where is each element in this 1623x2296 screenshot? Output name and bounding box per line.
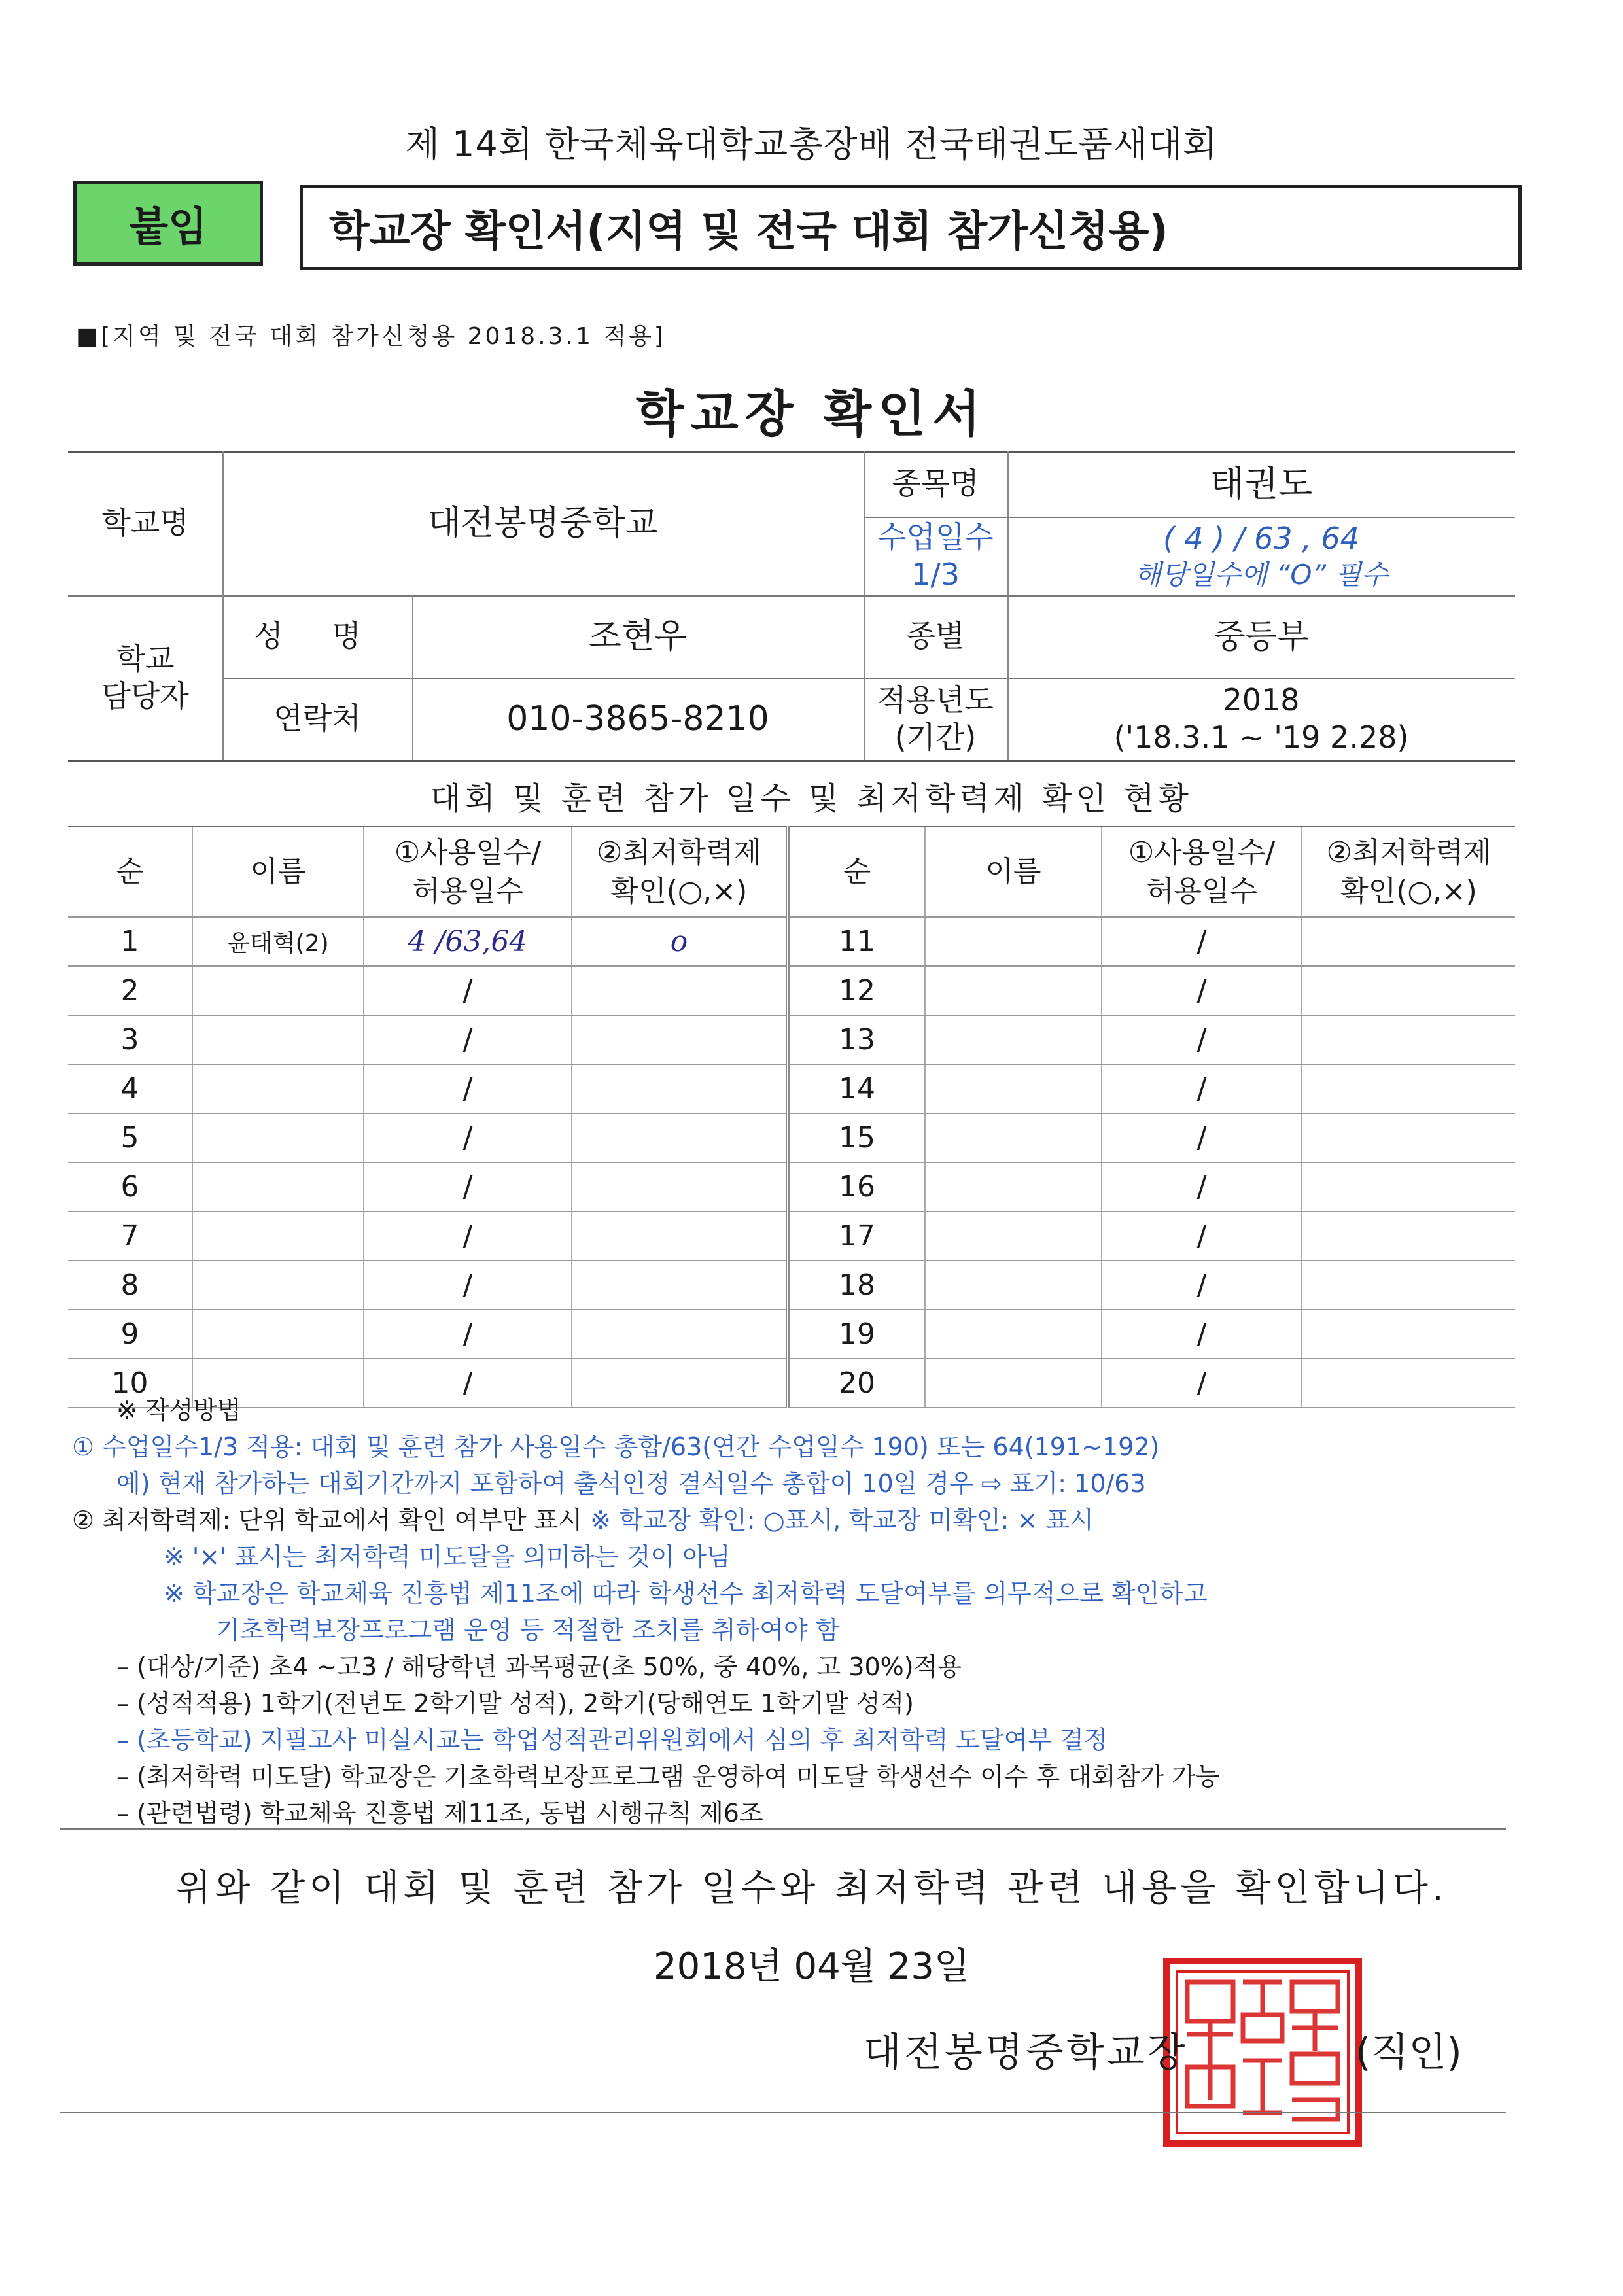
manager-label-line1: 학교 — [116, 640, 175, 676]
row-days-2: / — [1102, 1015, 1302, 1064]
instruction-1a: ① 수업일수1/3 적용: 대회 및 훈련 참가 사용일수 총합/63(연간 수업일수 190) 또는 64(191~192) — [72, 1433, 1160, 1461]
status-heading: 대회 및 훈련 참가 일수 및 최저학력제 확인 현황 — [430, 780, 1193, 817]
school-days-value: ( 4 ) / 63 , 64 — [1162, 521, 1360, 556]
col-days — [364, 827, 572, 918]
row-check-2 — [1302, 1064, 1515, 1113]
instructions-title: ※ 작성방법 — [116, 1396, 241, 1425]
manager-name: 조현우 — [588, 616, 688, 656]
instruction-dash-2: – (성적적용) 1학기(전년도 2학기말 성적), 2학기(당해연도 1학기말 성적) — [116, 1689, 914, 1718]
contact-label: 연락처 — [273, 701, 361, 737]
row-name-2 — [925, 1113, 1102, 1162]
row-name — [192, 1211, 364, 1261]
row-name — [192, 1310, 364, 1359]
row-days: / — [364, 1162, 572, 1211]
row-name — [192, 966, 364, 1015]
row-no: 6 — [68, 1162, 192, 1211]
row-days: / — [364, 1064, 572, 1113]
manager-label — [68, 595, 222, 760]
info-table-bottom-border — [68, 760, 1515, 762]
row-no: 7 — [68, 1211, 192, 1261]
manager-name-label: 성 명 — [254, 618, 381, 654]
school-days-value-cell — [1007, 517, 1515, 595]
school-days-label-line1: 수업일수 — [877, 519, 994, 555]
table-row — [68, 966, 1515, 1015]
row-check — [572, 1261, 788, 1310]
row-no-2: 20 — [788, 1359, 925, 1408]
year-cell — [1007, 678, 1515, 760]
row-name-2 — [925, 1015, 1102, 1064]
col-check-2-line2: 확인(○,×) — [1340, 875, 1477, 908]
rule-note: ■[지역 및 전국 대회 참가신청용 2018.3.1 적용] — [76, 323, 666, 350]
row-check — [572, 1064, 788, 1113]
row-days-2: / — [1102, 1064, 1302, 1113]
instruction-2d: 기초학력보장프로그램 운영 등 적절한 조치를 취하여야 함 — [216, 1616, 840, 1644]
row-no-2: 13 — [788, 1015, 925, 1064]
table-row — [68, 1310, 1515, 1359]
table-row — [68, 917, 1515, 966]
col-days-2 — [1102, 827, 1302, 918]
col-name-2: 이름 — [925, 827, 1102, 918]
col-name: 이름 — [192, 827, 364, 918]
row-check: o — [572, 917, 788, 966]
col-check — [572, 827, 788, 918]
period: ('18.3.1 ~ '19 2.28) — [1113, 720, 1409, 755]
principal-name: 대전봉명중학교장 — [864, 2030, 1188, 2076]
row-days: / — [364, 1113, 572, 1162]
table-row — [68, 1015, 1515, 1064]
row-check — [572, 1113, 788, 1162]
row-name-2 — [925, 1261, 1102, 1310]
row-name-2 — [925, 1162, 1102, 1211]
row-days-2: / — [1102, 966, 1302, 1015]
instruction-dash-3: – (초등학교) 지필고사 미실시교는 학업성적관리위원회에서 심의 후 최저학력 도달여부 결정 — [116, 1726, 1108, 1754]
row-no: 10 — [68, 1359, 192, 1408]
row-name: 윤태혁(2) — [192, 917, 364, 966]
event-name: 태권도 — [1210, 463, 1313, 505]
row-check-2 — [1302, 1015, 1515, 1064]
row-name — [192, 1113, 364, 1162]
row-days-2: / — [1102, 917, 1302, 966]
table-row — [68, 1211, 1515, 1261]
manager-label-line2: 담당자 — [101, 678, 189, 714]
col-days-2-line2: 허용일수 — [1145, 875, 1257, 908]
row-days-2: / — [1102, 1359, 1302, 1408]
row-no-2: 12 — [788, 966, 925, 1015]
seal-glyphs — [1187, 1982, 1338, 2119]
status-table-header — [68, 827, 1515, 918]
contact: 010-3865-8210 — [506, 699, 769, 739]
row-no-2: 18 — [788, 1261, 925, 1310]
row-check-2 — [1302, 1162, 1515, 1211]
row-no: 3 — [68, 1015, 192, 1064]
school-days-note: 해당일수에 “O” 필수 — [1134, 558, 1388, 591]
main-heading: 학교장 확인서 — [636, 385, 987, 443]
row-name — [192, 1162, 364, 1211]
row-days: / — [364, 1359, 572, 1408]
table-row — [68, 1162, 1515, 1211]
row-name-2 — [925, 1211, 1102, 1261]
row-days: / — [364, 1261, 572, 1310]
instruction-dash-5: – (관련법령) 학교체육 진흥법 제11조, 동법 시행규칙 제6조 — [116, 1799, 763, 1828]
row-check-2 — [1302, 1310, 1515, 1359]
col-check-2-line1: ②최저학력제 — [1326, 835, 1492, 869]
row-no: 5 — [68, 1113, 192, 1162]
school-name-label: 학교명 — [101, 505, 189, 541]
status-table — [68, 826, 1515, 1408]
row-no-2: 17 — [788, 1211, 925, 1261]
row-check-2 — [1302, 917, 1515, 966]
confirm-date: 2018년 04월 23일 — [654, 1945, 969, 1988]
year-label — [864, 678, 1007, 760]
instruction-dash-4: – (최저학력 미도달) 학교장은 기초학력보장프로그램 운영하여 미도달 학생선수 이수 후 대회참가 가능 — [116, 1762, 1220, 1791]
row-days: / — [364, 1015, 572, 1064]
col-days-line2: 허용일수 — [411, 875, 523, 908]
row-name — [192, 1261, 364, 1310]
instruction-2a-note: ※ 학교장 확인: ○표시, 학교장 미확인: × 표시 — [590, 1506, 1094, 1535]
row-no: 8 — [68, 1261, 192, 1310]
year-label-line2: (기간) — [894, 720, 977, 755]
row-days: / — [364, 966, 572, 1015]
table-row — [68, 1064, 1515, 1113]
event-title: 제 14회 한국체육대학교총장배 전국태권도품새대회 — [405, 124, 1218, 165]
row-check — [572, 1162, 788, 1211]
divider — [60, 2112, 1506, 2113]
row-check — [572, 1211, 788, 1261]
row-no: 2 — [68, 966, 192, 1015]
official-seal — [1161, 1956, 1364, 2149]
row-no: 4 — [68, 1064, 192, 1113]
row-days: 4 /63,64 — [364, 917, 572, 966]
row-days: / — [364, 1211, 572, 1261]
confirm-sentence: 위와 같이 대회 및 훈련 참가 일수와 최저학력 관련 내용을 확인합니다. — [175, 1867, 1448, 1909]
row-check — [572, 1310, 788, 1359]
instruction-2a-text: ② 최저학력제: 단위 학교에서 확인 여부만 표시 — [72, 1506, 591, 1535]
row-name-2 — [925, 917, 1102, 966]
row-name-2 — [925, 1064, 1102, 1113]
school-days-label-line2: 1/3 — [911, 557, 960, 592]
row-name — [192, 1015, 364, 1064]
instruction-2c: ※ 학교장은 학교체육 진흥법 제11조에 따라 학생선수 최저학력 도달여부를 의무적으로 확인하고 — [164, 1579, 1208, 1608]
table-row — [68, 1261, 1515, 1310]
row-check-2 — [1302, 1211, 1515, 1261]
col-check-line1: ②최저학력제 — [597, 835, 761, 869]
col-check-2 — [1302, 827, 1515, 918]
row-days-2: / — [1102, 1310, 1302, 1359]
row-days-2: / — [1102, 1113, 1302, 1162]
row-name-2 — [925, 966, 1102, 1015]
year-label-line1: 적용년도 — [877, 682, 994, 718]
document-title: 학교장 확인서(지역 및 전국 대회 참가신청용) — [300, 185, 1522, 270]
divider — [60, 1828, 1506, 1830]
table-row — [68, 1113, 1515, 1162]
instruction-1b: 예) 현재 참가하는 대회기간까지 포함하여 출석인정 결석일수 총합이 10일 경우 ⇨ 표기: 10/63 — [116, 1469, 1146, 1498]
instruction-2b: ※ '×' 표시는 최저학력 미도달을 의미하는 것이 아님 — [164, 1542, 731, 1571]
row-no-2: 15 — [788, 1113, 925, 1162]
seal-label: (직인) — [1355, 2030, 1462, 2076]
school-days-label — [864, 517, 1007, 595]
col-no: 순 — [68, 827, 192, 918]
col-days-line1: ①사용일수/ — [394, 835, 542, 869]
row-days-2: / — [1102, 1211, 1302, 1261]
row-days-2: / — [1102, 1261, 1302, 1310]
col-days-2-line1: ①사용일수/ — [1128, 835, 1276, 869]
event-name-label: 종목명 — [892, 466, 979, 502]
year: 2018 — [1223, 682, 1300, 718]
row-check — [572, 966, 788, 1015]
row-check-2 — [1302, 1261, 1515, 1310]
row-name — [192, 1064, 364, 1113]
instruction-2a — [72, 1502, 1518, 1539]
instruction-dash-1: – (대상/기준) 초4 ~고3 / 해당학년 과목평균(초 50%, 중 40%, 고 30%)적용 — [116, 1652, 962, 1681]
col-no-2: 순 — [788, 827, 925, 918]
col-check-line2: 확인(○,×) — [610, 875, 748, 908]
instructions — [72, 1392, 1518, 1832]
row-no-2: 11 — [788, 917, 925, 966]
row-name-2 — [925, 1310, 1102, 1359]
row-no-2: 14 — [788, 1064, 925, 1113]
division-label: 종별 — [906, 618, 965, 654]
row-check — [572, 1015, 788, 1064]
row-no: 1 — [68, 917, 192, 966]
row-days-2: / — [1102, 1162, 1302, 1211]
row-check-2 — [1302, 1113, 1515, 1162]
row-no-2: 16 — [788, 1162, 925, 1211]
division: 중등부 — [1213, 617, 1309, 655]
school-name: 대전봉명중학교 — [428, 503, 658, 543]
row-days: / — [364, 1310, 572, 1359]
row-check-2 — [1302, 966, 1515, 1015]
attachment-badge: 붙임 — [73, 181, 263, 266]
row-no-2: 19 — [788, 1310, 925, 1359]
row-no: 9 — [68, 1310, 192, 1359]
